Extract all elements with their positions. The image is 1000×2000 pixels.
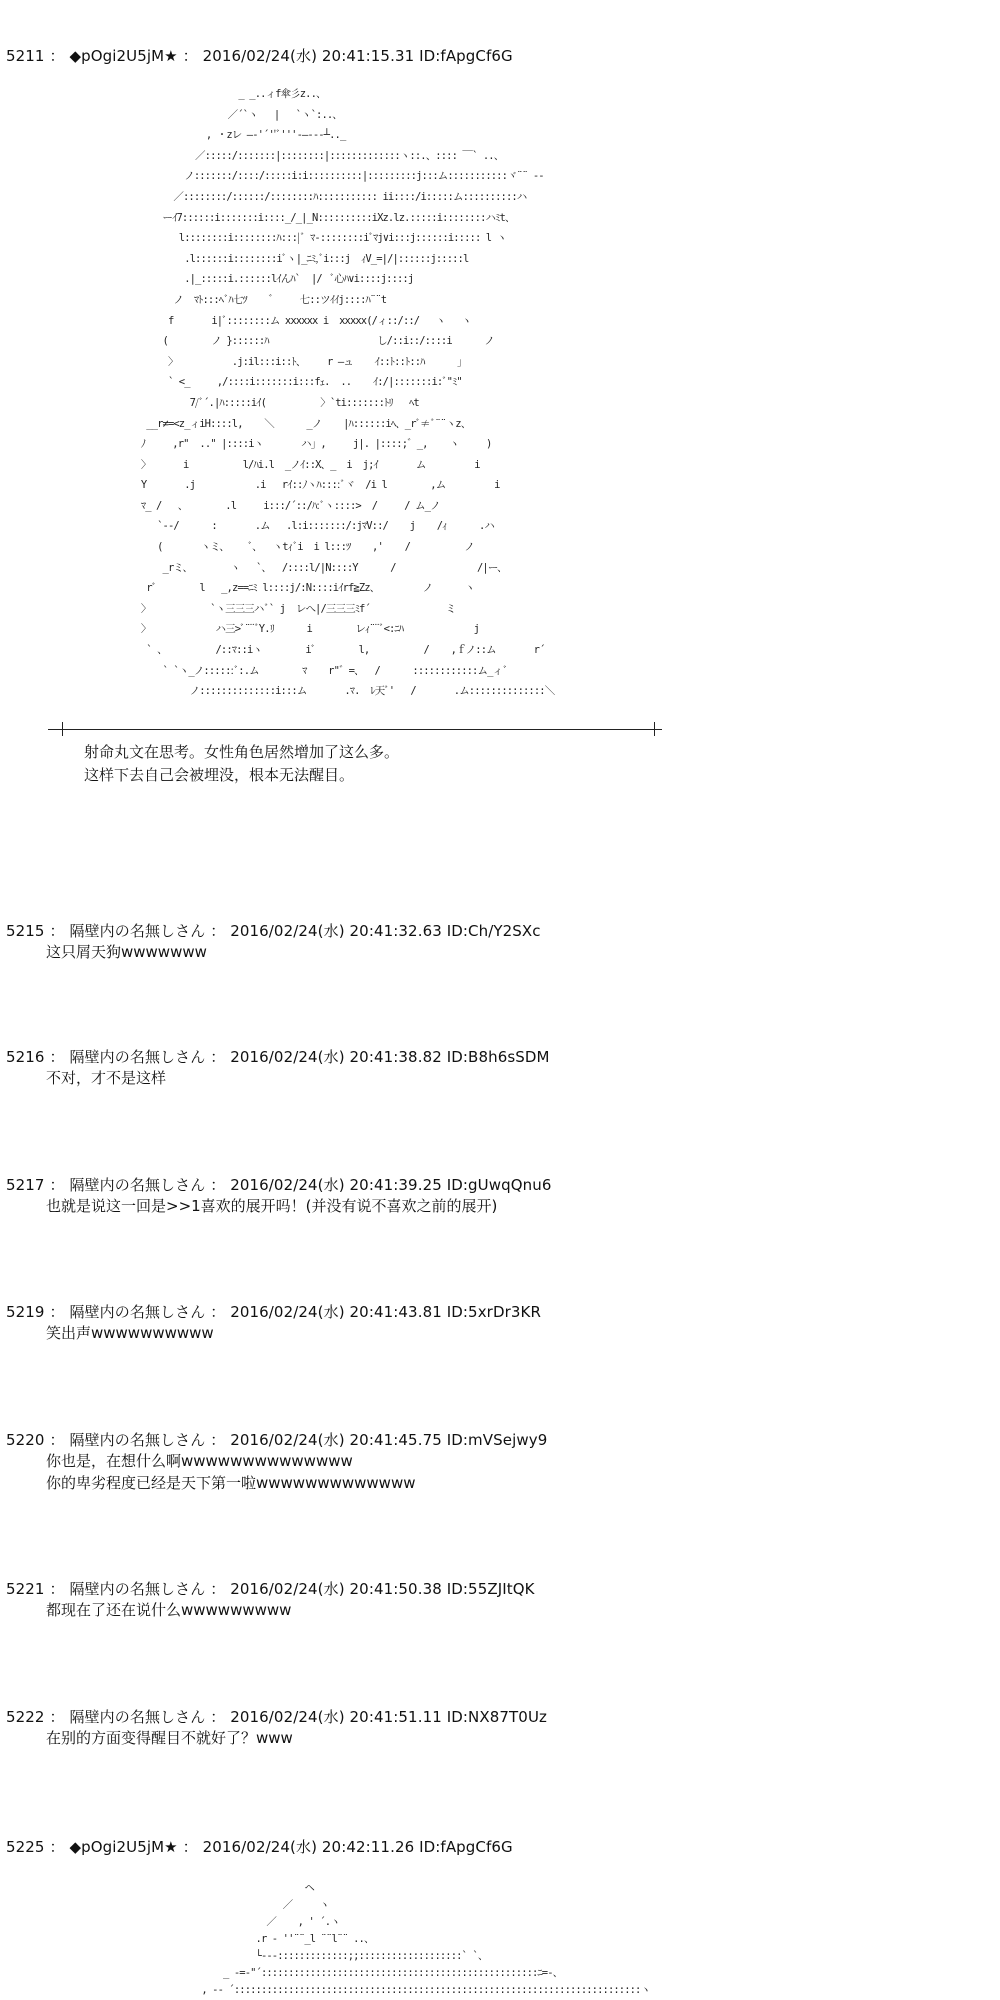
post-separator: ：	[210, 1431, 226, 1449]
post-body	[46, 1067, 986, 1089]
divider-end-left	[62, 722, 63, 736]
poster-id: ID:gUwqQnu6	[446, 1176, 552, 1194]
post-header	[6, 1302, 986, 1322]
post-line: 笑出声wwwwwwwwww	[46, 1324, 214, 1342]
post-date: 2016/02/24(水) 20:41:39.25	[230, 1176, 442, 1194]
post-separator: ：	[49, 1303, 65, 1321]
post-separator: ：	[49, 1431, 65, 1449]
post-date: 2016/02/24(水) 20:41:32.63	[230, 922, 442, 940]
post-date: 2016/02/24(水) 20:41:38.82	[230, 1048, 442, 1066]
post-line: 你的卑劣程度已经是天下第一啦wwwwwwwwwwwww	[46, 1474, 416, 1492]
aa-caption	[84, 741, 399, 787]
caption-line: 这样下去自己会被埋没，根本无法醒目。	[84, 766, 355, 784]
poster-name: ◆pOgi2U5jM★	[69, 1838, 178, 1856]
post-date: 2016/02/24(水) 20:41:45.75	[230, 1431, 442, 1449]
post-header	[6, 46, 986, 66]
poster-id: ID:NX87T0Uz	[446, 1708, 548, 1726]
post-separator: ：	[210, 1176, 226, 1194]
post-5216	[6, 1047, 986, 1089]
post-header	[6, 1707, 986, 1727]
poster-id: ID:B8h6sSDM	[446, 1048, 550, 1066]
divider-line	[48, 729, 662, 730]
post-separator: ：	[49, 47, 65, 65]
poster-name: 隔壁内の名無しさん	[69, 1048, 206, 1066]
post-date: 2016/02/24(水) 20:42:11.26	[202, 1838, 415, 1856]
poster-name: 隔壁内の名無しさん	[69, 1431, 206, 1449]
post-separator: ：	[49, 1176, 65, 1194]
ascii-art-partial: ヘ ／ ヽ ／ , ' ´.ヽ .r ‐ ''¨¨_l ¨¨l¨¨ ..、 └‐-‐:::::::::::::;;:::::::::::::::::::` `、 _ -=‐"´:::::::::::::::::::::::::::::::::::::::::::::::::::ﾆ=-、 , -‐ ´:::::::::::::::::::::::::::::::::::::::::::::::::::::::::::::::::::::::::::ヽ	[120, 1882, 656, 1996]
post-line: 都现在了还在说什么wwwwwwwww	[46, 1601, 292, 1619]
post-header	[6, 1579, 986, 1599]
post-number: 5220	[6, 1431, 45, 1449]
post-separator: ：	[210, 922, 226, 940]
post-5215	[6, 921, 986, 963]
post-body	[46, 1450, 986, 1494]
poster-id: ID:5xrDr3KR	[446, 1303, 541, 1321]
post-5221	[6, 1579, 986, 1621]
post-body	[46, 1322, 986, 1344]
poster-id: ID:fApgCf6G	[419, 47, 513, 65]
post-separator: ：	[49, 1580, 65, 1598]
post-number: 5225	[6, 1838, 45, 1856]
post-line: 在别的方面变得醒目不就好了？www	[46, 1729, 293, 1747]
post-number: 5222	[6, 1708, 45, 1726]
post-number: 5219	[6, 1303, 45, 1321]
post-number: 5211	[6, 47, 45, 65]
post-5217	[6, 1175, 986, 1217]
post-5225	[6, 1837, 986, 1857]
poster-name: 隔壁内の名無しさん	[69, 1580, 206, 1598]
post-body	[46, 1599, 986, 1621]
poster-id: ID:55ZJItQK	[446, 1580, 535, 1598]
post-separator: ：	[182, 1838, 198, 1856]
post-separator: ：	[49, 1708, 65, 1726]
post-body	[46, 941, 986, 963]
poster-id: ID:mVSejwy9	[446, 1431, 548, 1449]
post-body	[46, 1727, 986, 1749]
post-body	[46, 1195, 986, 1217]
poster-name: 隔壁内の名無しさん	[69, 922, 206, 940]
post-5211	[6, 46, 986, 66]
post-separator: ：	[182, 47, 198, 65]
caption-line: 射命丸文在思考。女性角色居然增加了这么多。	[84, 743, 400, 761]
poster-name: 隔壁内の名無しさん	[69, 1303, 206, 1321]
post-number: 5215	[6, 922, 45, 940]
post-line: 不对，才不是这样	[46, 1069, 167, 1087]
post-number: 5217	[6, 1176, 45, 1194]
post-date: 2016/02/24(水) 20:41:50.38	[230, 1580, 442, 1598]
post-separator: ：	[49, 1838, 65, 1856]
post-number: 5221	[6, 1580, 45, 1598]
post-separator: ：	[210, 1580, 226, 1598]
poster-id: ID:Ch/Y2SXc	[446, 922, 541, 940]
post-separator: ：	[210, 1708, 226, 1726]
post-date: 2016/02/24(水) 20:41:51.11	[230, 1708, 442, 1726]
post-separator: ：	[49, 1048, 65, 1066]
post-line: 也就是说这一回是>>1喜欢的展开吗！(并没有说不喜欢之前的展开)	[46, 1197, 498, 1215]
poster-id: ID:fApgCf6G	[419, 1838, 513, 1856]
post-header	[6, 921, 986, 941]
divider-end-right	[654, 722, 655, 736]
post-5220	[6, 1430, 986, 1494]
ascii-art-shameimaru: _ _..ィf傘彡z..、 ／´`ヽ | `ヽ`:..、 , ・zレ ―‐'´''ﾞ'''‐―‐--┴.._ ／:::::/:::::::|::::::::|:::::::::::::ヽ::.、:::: ￣` ..、 ノ:::::::/::::/:::::i:i::::::::::|:::::::::j:::ム:::::::::::ヾ¨¨ ‐- ／::::::::/::::::/::::::::ﾊ::::::::::: ii::::/i:::::ム::::::::::ハ ーｲ7::::::i:::::::i::::_/_|_N::::::::::iXz.lz.:::::i::::::::ハﾐt、 l::::::::i::::::::ﾊ:::|ﾞ ﾏ-::::::::iﾞﾏj∨i:::j::::::i::::: l ヽ .l::::::i::::::::iﾞヽ|_ﾆﾐ,ﾞi:::j ｨV_=|/|::::::j:::::l .|_:::::i.::::::lｲんﾊ` |/ ﾞ心ﾊ∨i::::j::::j ノ ﾏﾄ:::ﾍﾞﾊ七ﾂ ゛ 七::ツｲｲj::::ﾊ¨¨t f i|ﾞ::::::::ム xxxxxx i xxxxx(/ィ::/::/ ヽ ヽ ( ノ }::::::ﾊ し/::i::/::::i ノ 〉 .j:il:::i::ﾄ、 r ―ュ ｲ::ﾄ::ﾄ::ﾊ 」 ` <_ ,/::::i:::::::i:::fｪ. .. ｲ:/|:::::::i:ﾞ"ﾐ" 7/ﾞ´.|ﾊ:::::iｲ( 〉`ti:::::::ﾄﾘ ﾍt __r≠=<z_ィiH::::l, ＼ _ノ |ﾊ::::::iﾍ、_rﾞ≠ﾞ¨¨ヽz、 ﾉ ,r" .." |::::iヽ ハ」, j|. |::::;゛_, ヽ ) 〉 i l/ﾊi.l _ノｲ::X、_ i j;ｲ ム i Y .j .i rｲ::ﾉヽﾊ::::ﾞヾ /i l ,ム i ﾏ_ / 、 .l i:::/´::/ﾊ:ﾞヽ::::> / / ム_ノ `‐-/ : .ム .l:i:::::::/:jﾏV::/ j /ｨ .ハ ( ヽミ、 ﾞ、 ヽtｨﾞi i l:::ﾂ ,' / ノ _rミ、 ヽ `、 /::::l/|N::::Y / /|ー、 rﾞ l _,z==ﾆﾐ l::::j/:N::::iｲrf≧Zz、 ノ ヽ 〉 `ヽ三三三ハﾞ` j レへ|/三三三ﾐf´ ミ 〉 ハ三>ﾞ¨¨ﾞY.ﾘ i レｨ¨¨ﾞ<:ﾆﾊ j ` 、 /::ﾏ::iヽ iﾞ l, / ,ｆノ::ム r´ ` `ヽ_ノ::::::ﾞ:.ム ﾏ r"゛=、 / ::::::::::::ム_ィﾞ ノ::::::::::::::i:::ム .ﾏ. ﾚ天ﾞ' / .ム::::::::::::::＼	[130, 88, 555, 698]
post-separator: ：	[49, 922, 65, 940]
post-header	[6, 1175, 986, 1195]
post-header	[6, 1430, 986, 1450]
poster-name: 隔壁内の名無しさん	[69, 1176, 206, 1194]
post-separator: ：	[210, 1303, 226, 1321]
post-line: 你也是，在想什么啊wwwwwwwwwwwwww	[46, 1452, 353, 1470]
post-5219	[6, 1302, 986, 1344]
post-line: 这只屑天狗wwwwwww	[46, 943, 207, 961]
post-date: 2016/02/24(水) 20:41:43.81	[230, 1303, 442, 1321]
post-number: 5216	[6, 1048, 45, 1066]
post-header	[6, 1047, 986, 1067]
post-header	[6, 1837, 986, 1857]
post-date: 2016/02/24(水) 20:41:15.31	[202, 47, 415, 65]
poster-name: ◆pOgi2U5jM★	[69, 47, 178, 65]
post-separator: ：	[210, 1048, 226, 1066]
post-5222	[6, 1707, 986, 1749]
poster-name: 隔壁内の名無しさん	[69, 1708, 206, 1726]
